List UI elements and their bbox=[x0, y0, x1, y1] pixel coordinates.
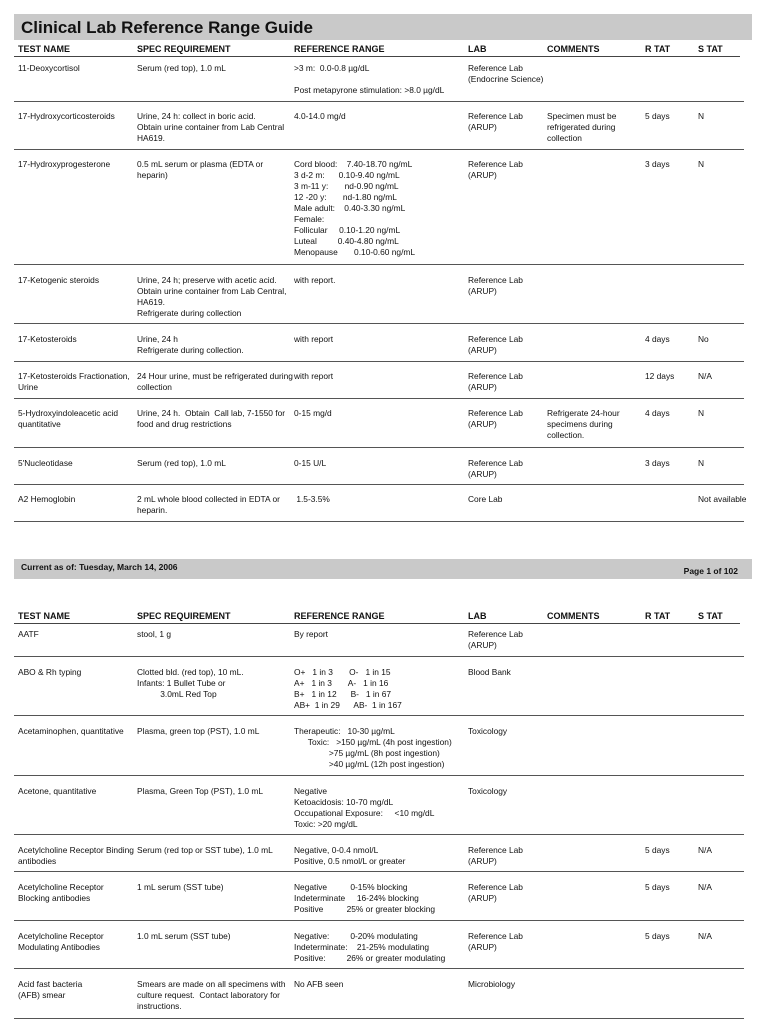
header-reference-range: REFERENCE RANGE bbox=[294, 611, 385, 621]
r-tat-cell: 5 days bbox=[645, 882, 670, 892]
header-s-tat: S TAT bbox=[698, 44, 723, 54]
s-tat-cell: N/A bbox=[698, 931, 712, 941]
test-name-cell: AATF bbox=[18, 629, 39, 639]
row-divider bbox=[14, 834, 744, 835]
comments-cell: Refrigerate 24-hour specimens during collection. bbox=[547, 408, 620, 440]
test-name-cell: 11-Deoxycortisol bbox=[18, 63, 80, 73]
row-divider bbox=[14, 264, 744, 265]
header-s-tat: S TAT bbox=[698, 611, 723, 621]
row-divider bbox=[14, 484, 744, 485]
page-footer bbox=[14, 559, 752, 579]
test-name-cell: 5-Hydroxyindoleacetic acid quantitative bbox=[18, 408, 119, 429]
reference-range-cell: Therapeutic: 10-30 µg/mL Toxic: >150 µg/mL (4h post ingestion) >75 µg/mL (8h post ingestion) >40 µg/mL (12h post ingestion) bbox=[294, 726, 452, 769]
reference-range-cell: Negative, 0-0.4 nmol/L Positive, 0.5 nmol/L or greater bbox=[294, 845, 406, 866]
spec-requirement-cell: 2 mL whole blood collected in EDTA or heparin. bbox=[137, 494, 280, 515]
r-tat-cell: 3 days bbox=[645, 458, 670, 468]
lab-cell: Reference Lab (ARUP) bbox=[468, 111, 523, 132]
s-tat-cell: N bbox=[698, 458, 705, 468]
header-r-tat: R TAT bbox=[645, 611, 671, 621]
test-name-cell: 17-Ketosteroids bbox=[18, 334, 77, 344]
spec-requirement-cell: stool, 1 g bbox=[137, 629, 171, 639]
header-test-name: TEST NAME bbox=[18, 611, 71, 621]
header-spec-requirement: SPEC REQUIREMENT bbox=[137, 611, 231, 621]
header-lab: LAB bbox=[468, 611, 487, 621]
test-name-cell: Acetylcholine Receptor Modulating Antibodies bbox=[18, 931, 104, 952]
reference-range-cell: O+ 1 in 3 O- 1 in 15 A+ 1 in 3 A- 1 in 16 B+ 1 in 12 B- 1 in 67 AB+ 1 in 29 AB- 1 in 167 bbox=[294, 667, 402, 710]
row-divider bbox=[14, 968, 744, 969]
row-divider bbox=[14, 447, 744, 448]
spec-requirement-cell: Serum (red top), 1.0 mL bbox=[137, 458, 226, 468]
lab-cell: Reference Lab (ARUP) bbox=[468, 458, 523, 479]
test-name-cell: 17-Ketogenic steroids bbox=[18, 275, 100, 285]
test-name-cell: Acid fast bacteria (AFB) smear bbox=[18, 979, 83, 1000]
lab-cell: Toxicology bbox=[468, 726, 508, 736]
test-name-cell: 5'Nucleotidase bbox=[18, 458, 73, 468]
lab-cell: Blood Bank bbox=[468, 667, 511, 677]
s-tat-cell: N/A bbox=[698, 845, 712, 855]
row-divider bbox=[14, 398, 744, 399]
reference-range-cell: with report bbox=[294, 334, 334, 344]
spec-requirement-cell: Serum (red top), 1.0 mL bbox=[137, 63, 226, 73]
row-divider bbox=[14, 101, 744, 102]
lab-cell: Reference Lab (ARUP) bbox=[468, 845, 523, 866]
reference-range-cell: 0-15 mg/d bbox=[294, 408, 332, 418]
reference-range-cell: No AFB seen bbox=[294, 979, 344, 989]
s-tat-cell: N/A bbox=[698, 882, 712, 892]
reference-range-cell: >3 m: 0.0-0.8 µg/dL Post metapyrone stimulation: >8.0 µg/dL bbox=[294, 63, 445, 95]
lab-cell: Reference Lab (ARUP) bbox=[468, 408, 523, 429]
lab-cell: Reference Lab (ARUP) bbox=[468, 371, 523, 392]
r-tat-cell: 12 days bbox=[645, 371, 675, 381]
s-tat-cell: No bbox=[698, 334, 709, 344]
table-header bbox=[0, 611, 768, 623]
lab-cell: Reference Lab (ARUP) bbox=[468, 275, 523, 296]
row-divider bbox=[14, 1018, 744, 1019]
s-tat-cell: N bbox=[698, 111, 705, 121]
header-r-tat: R TAT bbox=[645, 44, 671, 54]
page-number: Page 1 of 102 bbox=[683, 566, 738, 576]
reference-range-cell: 4.0-14.0 mg/d bbox=[294, 111, 346, 121]
lab-cell: Reference Lab (ARUP) bbox=[468, 159, 523, 180]
s-tat-cell: N/A bbox=[698, 371, 712, 381]
r-tat-cell: 5 days bbox=[645, 931, 670, 941]
comments-cell: Specimen must be refrigerated during collection bbox=[547, 111, 617, 143]
test-name-cell: 17-Ketosteroids Fractionation, Urine bbox=[18, 371, 130, 392]
spec-requirement-cell: Smears are made on all specimens with culture request. Contact laboratory for instructions. bbox=[137, 979, 286, 1011]
test-name-cell: Acetylcholine Receptor Binding antibodies bbox=[18, 845, 134, 866]
r-tat-cell: 4 days bbox=[645, 408, 670, 418]
s-tat-cell: N bbox=[698, 159, 705, 169]
r-tat-cell: 5 days bbox=[645, 111, 670, 121]
header-rule bbox=[14, 623, 740, 624]
spec-requirement-cell: 1.0 mL serum (SST tube) bbox=[137, 931, 231, 941]
test-name-cell: A2 Hemoglobin bbox=[18, 494, 76, 504]
reference-range-cell: Negative Ketoacidosis: 10-70 mg/dL Occupational Exposure: <10 mg/dL Toxic: >20 mg/dL bbox=[294, 786, 435, 829]
test-name-cell: Acetylcholine Receptor Blocking antibodies bbox=[18, 882, 104, 903]
spec-requirement-cell: Urine, 24 h: collect in boric acid. Obtain urine container from Lab Central HA619. bbox=[137, 111, 285, 143]
row-divider bbox=[14, 521, 744, 522]
lab-cell: Microbiology bbox=[468, 979, 516, 989]
row-divider bbox=[14, 149, 744, 150]
spec-requirement-cell: Urine, 24 h. Obtain Call lab, 7-1550 for food and drug restrictions bbox=[137, 408, 286, 429]
row-divider bbox=[14, 323, 744, 324]
spec-requirement-cell: Plasma, green top (PST), 1.0 mL bbox=[137, 726, 260, 736]
row-divider bbox=[14, 361, 744, 362]
header-reference-range: REFERENCE RANGE bbox=[294, 44, 385, 54]
row-divider bbox=[14, 656, 744, 657]
reference-range-cell: By report bbox=[294, 629, 328, 639]
current-as-of: Current as of: Tuesday, March 14, 2006 bbox=[21, 562, 178, 572]
header-spec-requirement: SPEC REQUIREMENT bbox=[137, 44, 231, 54]
reference-range-cell: Cord blood: 7.40-18.70 ng/mL 3 d-2 m: 0.10-9.40 ng/mL 3 m-11 y: nd-0.90 ng/mL 12 -20 y: nd-1.80 ng/mL Male adult: 0.40-3.30 ng/mL Female: Follicular 0.10-1.20 ng/mL Luteal 0.40-4.80 ng/mL Menopause 0.10-0.60 ng/mL bbox=[294, 159, 416, 257]
header-comments: COMMENTS bbox=[547, 44, 600, 54]
lab-cell: Core Lab bbox=[468, 494, 503, 504]
test-name-cell: 17-Hydroxycorticosteroids bbox=[18, 111, 115, 121]
row-divider bbox=[14, 871, 744, 872]
lab-cell: Reference Lab (ARUP) bbox=[468, 882, 523, 903]
spec-requirement-cell: Urine, 24 h Refrigerate during collection. bbox=[137, 334, 244, 355]
page-title: Clinical Lab Reference Range Guide bbox=[21, 18, 313, 37]
r-tat-cell: 3 days bbox=[645, 159, 670, 169]
spec-requirement-cell: Urine, 24 h; preserve with acetic acid. Obtain urine container from Lab Central, HA619. Refrigerate during collection bbox=[137, 275, 287, 318]
test-name-cell: Acetone, quantitative bbox=[18, 786, 97, 796]
header-rule bbox=[14, 56, 740, 57]
reference-range-cell: 1.5-3.5% bbox=[294, 494, 330, 504]
row-divider bbox=[14, 715, 744, 716]
reference-range-cell: Negative: 0-20% modulating Indeterminate: 21-25% modulating Positive: 26% or greater modulating bbox=[294, 931, 446, 963]
r-tat-cell: 5 days bbox=[645, 845, 670, 855]
r-tat-cell: 4 days bbox=[645, 334, 670, 344]
lab-cell: Reference Lab (ARUP) bbox=[468, 334, 523, 355]
row-divider bbox=[14, 775, 744, 776]
test-name-cell: ABO & Rh typing bbox=[18, 667, 82, 677]
spec-requirement-cell: 1 mL serum (SST tube) bbox=[137, 882, 224, 892]
s-tat-cell: Not available bbox=[698, 494, 747, 504]
reference-range-cell: with report bbox=[294, 371, 334, 381]
spec-requirement-cell: Serum (red top or SST tube), 1.0 mL bbox=[137, 845, 273, 855]
s-tat-cell: N bbox=[698, 408, 705, 418]
table-header bbox=[0, 44, 768, 56]
spec-requirement-cell: 0.5 mL serum or plasma (EDTA or heparin) bbox=[137, 159, 264, 180]
header-test-name: TEST NAME bbox=[18, 44, 71, 54]
row-divider bbox=[14, 920, 744, 921]
spec-requirement-cell: 24 Hour urine, must be refrigerated during collection bbox=[137, 371, 293, 392]
lab-cell: Reference Lab (ARUP) bbox=[468, 629, 523, 650]
reference-range-cell: 0-15 U/L bbox=[294, 458, 327, 468]
reference-range-cell: Negative 0-15% blocking Indeterminate 16-24% blocking Positive 25% or greater blocking bbox=[294, 882, 436, 914]
lab-cell: Toxicology bbox=[468, 786, 508, 796]
test-name-cell: 17-Hydroxyprogesterone bbox=[18, 159, 111, 169]
lab-cell: Reference Lab (ARUP) bbox=[468, 931, 523, 952]
spec-requirement-cell: Plasma, Green Top (PST), 1.0 mL bbox=[137, 786, 263, 796]
header-lab: LAB bbox=[468, 44, 487, 54]
reference-range-cell: with report. bbox=[294, 275, 336, 285]
test-name-cell: Acetaminophen, quantitative bbox=[18, 726, 124, 736]
spec-requirement-cell: Clotted bld. (red top), 10 mL. Infants: 1 Bullet Tube or 3.0mL Red Top bbox=[137, 667, 244, 699]
header-comments: COMMENTS bbox=[547, 611, 600, 621]
title-bar bbox=[14, 14, 752, 40]
lab-cell: Reference Lab (Endocrine Science) bbox=[468, 63, 544, 84]
